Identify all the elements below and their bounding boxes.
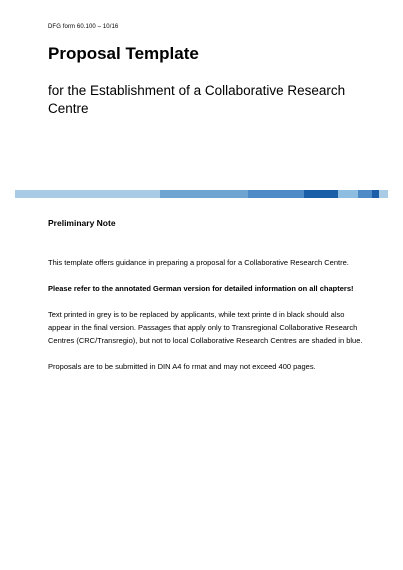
paragraph: Proposals are to be submitted in DIN A4 fo rmat and may not exceed 400 pages. — [48, 362, 316, 371]
stripe-segment — [372, 190, 379, 198]
stripe-segment — [15, 190, 160, 198]
page-title: Proposal Template — [48, 44, 199, 63]
stripe-segment — [304, 190, 338, 198]
stripe-segment — [358, 190, 372, 198]
stripe-segment — [248, 190, 304, 198]
stripe-segment — [160, 190, 248, 198]
stripe-segment — [338, 190, 358, 198]
page-subtitle: for the Establishment of a Collaborative Research Centre — [48, 83, 346, 116]
section-heading: Preliminary Note — [48, 218, 116, 228]
paragraph: Text printed in grey is to be replaced by applicants, while text printe d in black should also appear in the final version. Passages that apply only to Transregional Collaborative Research Centres (CRC/Transregio), but not to local Collaborative Research Centres are shaded in blue. — [48, 310, 363, 345]
form-id: DFG form 60.100 – 10/16 — [48, 24, 119, 30]
stripe-segment — [379, 190, 388, 198]
notice-paragraph: Please refer to the annotated German version for detailed information on all chapters! — [48, 284, 354, 293]
paragraph: This template offers guidance in preparing a proposal for a Collaborative Research Centre. — [48, 258, 349, 267]
